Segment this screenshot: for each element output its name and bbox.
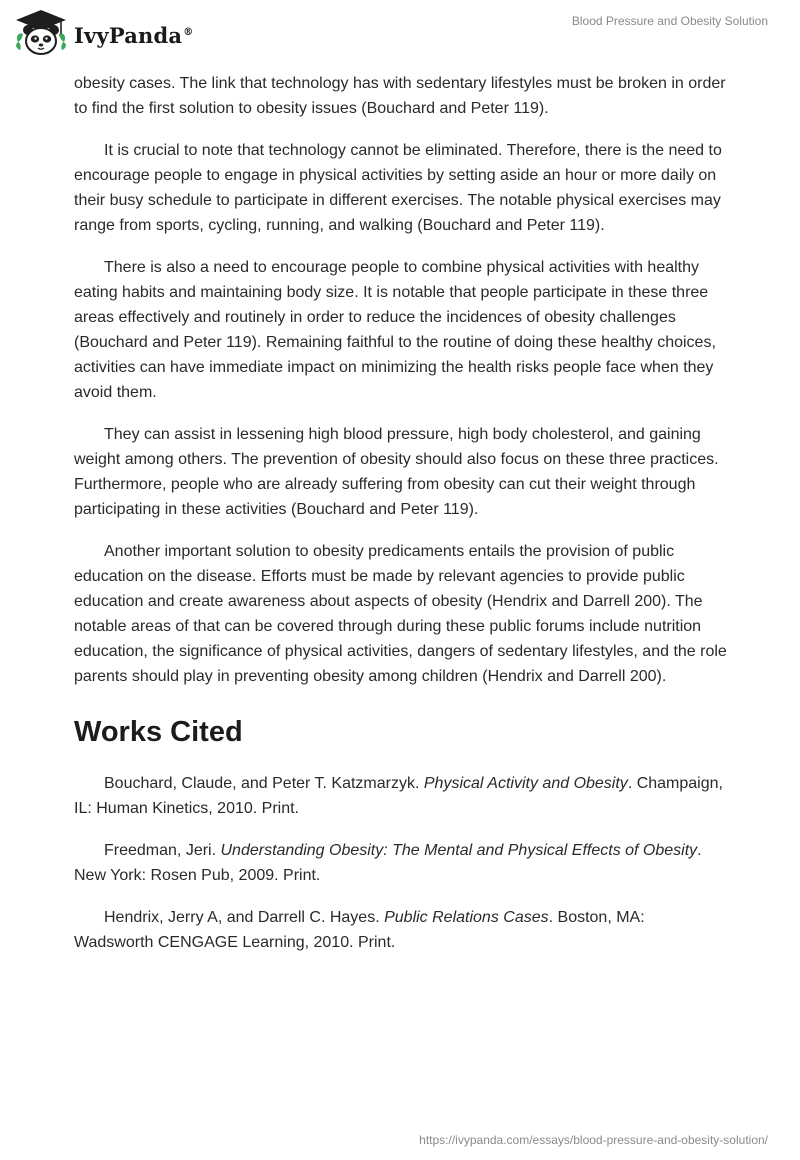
citation-title: Physical Activity and Obesity xyxy=(423,775,628,792)
citation-title: Public Relations Cases xyxy=(384,909,549,926)
brand-name xyxy=(74,23,193,48)
citation-authors: Hendrix, Jerry A, and Darrell C. Hayes. xyxy=(104,909,385,926)
site-logo[interactable] xyxy=(14,8,193,58)
works-cited-heading: Works Cited xyxy=(74,716,243,748)
page-header xyxy=(0,0,800,70)
citation-authors: Bouchard, Claude, and Peter T. Katzmarzyk. xyxy=(104,775,424,792)
citation-authors: Freedman, Jeri. xyxy=(104,842,221,859)
citation-entry xyxy=(74,905,728,955)
citation-title: Understanding Obesity: The Mental and Physical Effects of Obesity xyxy=(220,842,698,859)
citation-publication: . Boston, MA: Wadsworth CENGAGE Learning, 2010. Print. xyxy=(74,909,645,951)
source-url-link[interactable]: https://ivypanda.com/essays/blood-pressure-and-obesity-solution/ xyxy=(419,1133,768,1147)
citation-publication: . Champaign, IL: Human Kinetics, 2010. Print. xyxy=(74,775,723,817)
essay-content xyxy=(74,71,728,972)
document-title: Blood Pressure and Obesity Solution xyxy=(571,14,768,28)
paragraph: There is also a need to encourage people to combine physical activities with healthy eating habits and maintaining body size. It is notable that people participate in these three areas effectively and routinely in order to reduce the incidences of obesity challenges (Bouchard and Peter 119). Remaining faithful to the routine of doing these healthy choices, activities can have immediate impact on minimizing the health risks people face when they avoid them. xyxy=(74,259,716,401)
citation-publication: . New York: Rosen Pub, 2009. Print. xyxy=(74,842,702,884)
citation-entry xyxy=(74,838,728,888)
paragraph: It is crucial to note that technology cannot be eliminated. Therefore, there is the need to encourage people to engage in physical activities by setting aside an hour or more daily on their busy schedule to participate in different exercises. The notable physical exercises may range from sports, cycling, running, and walking (Bouchard and Peter 119). xyxy=(74,142,722,234)
paragraph: They can assist in lessening high blood pressure, high body cholesterol, and gaining weight among others. The prevention of obesity should also focus on these three practices. Furthermore, people who are already suffering from obesity can cut their weight through participating in these activities (Bouchard and Peter 119). xyxy=(74,426,719,518)
brand-name-text: IvyPanda xyxy=(74,22,183,48)
citation-entry xyxy=(74,771,728,821)
registered-mark: ® xyxy=(183,26,194,38)
paragraph: Another important solution to obesity predicaments entails the provision of public education on the disease. Efforts must be made by relevant agencies to provide public education and create awareness about aspects of obesity (Hendrix and Darrell 200). The notable areas of that can be covered through during these public forums include nutrition education, the significance of physical activities, dangers of sedentary lifestyles, and the role parents should play in preventing obesity among children (Hendrix and Darrell 200). xyxy=(74,543,727,685)
paragraph: obesity cases. The link that technology has with sedentary lifestyles must be broken in order to find the first solution to obesity issues (Bouchard and Peter 119). xyxy=(74,75,726,117)
panda-graduate-icon xyxy=(14,8,68,58)
